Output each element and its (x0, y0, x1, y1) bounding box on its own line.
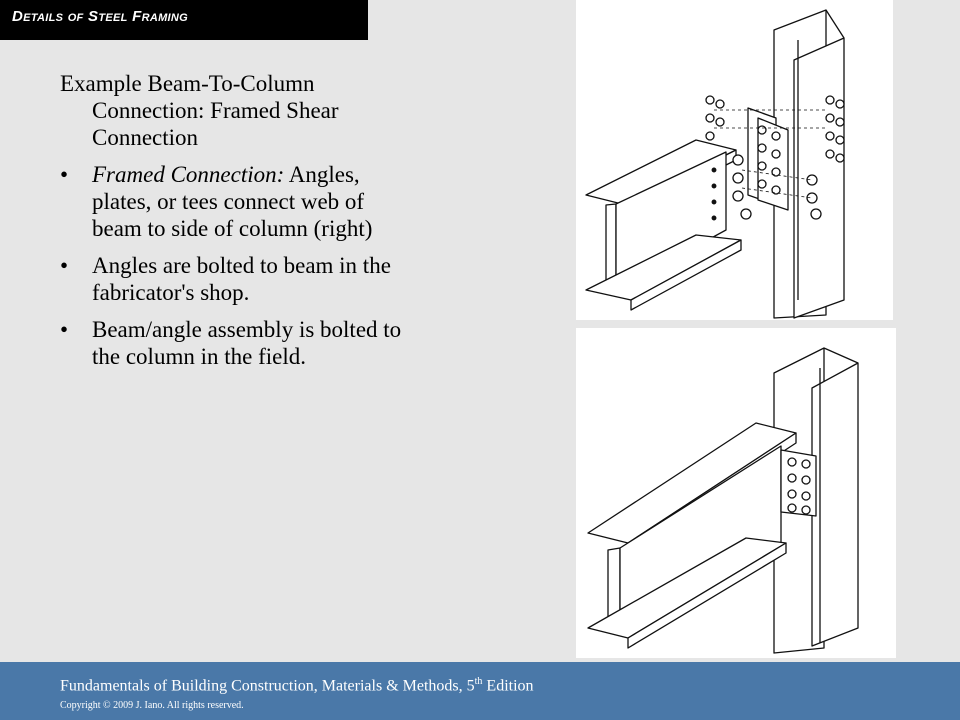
content-heading: Example Beam-To-Column Connection: Framed Shear Connection (60, 71, 339, 150)
footer-edition-sup: th (474, 676, 483, 687)
bullet-text: Angles, plates, or tees connect web of beam to side of column (right) (92, 162, 373, 241)
bullet-item (60, 252, 405, 306)
bullet-lead: Framed Connection: (92, 162, 285, 187)
bullet-dot: • (60, 253, 69, 278)
bullet-text: Angles are bolted to beam in the fabricator's shop. (92, 253, 391, 305)
bullet-dot: • (60, 317, 69, 342)
exploded-connection-drawing (576, 0, 893, 320)
footer-title-text: Fundamentals of Building Construction, Materials & Methods, 5 (60, 677, 475, 695)
assembled-connection-svg (576, 328, 896, 658)
bullet-item (60, 316, 405, 370)
bullet-dot: • (60, 162, 69, 187)
slide-content (60, 70, 405, 380)
footer-copyright: Copyright © 2009 J. Iano. All rights reserved. (60, 700, 244, 711)
bullet-list (60, 161, 405, 370)
assembled-connection-drawing (576, 328, 896, 658)
footer-bar (0, 662, 960, 720)
bullet-text: Beam/angle assembly is bolted to the column in the field. (92, 317, 402, 369)
footer-book-title (60, 676, 534, 695)
footer-edition-suffix: Edition (482, 677, 534, 695)
slide-title: Details of Steel Framing (0, 0, 368, 40)
bullet-item (60, 161, 405, 242)
exploded-connection-svg (576, 0, 893, 320)
